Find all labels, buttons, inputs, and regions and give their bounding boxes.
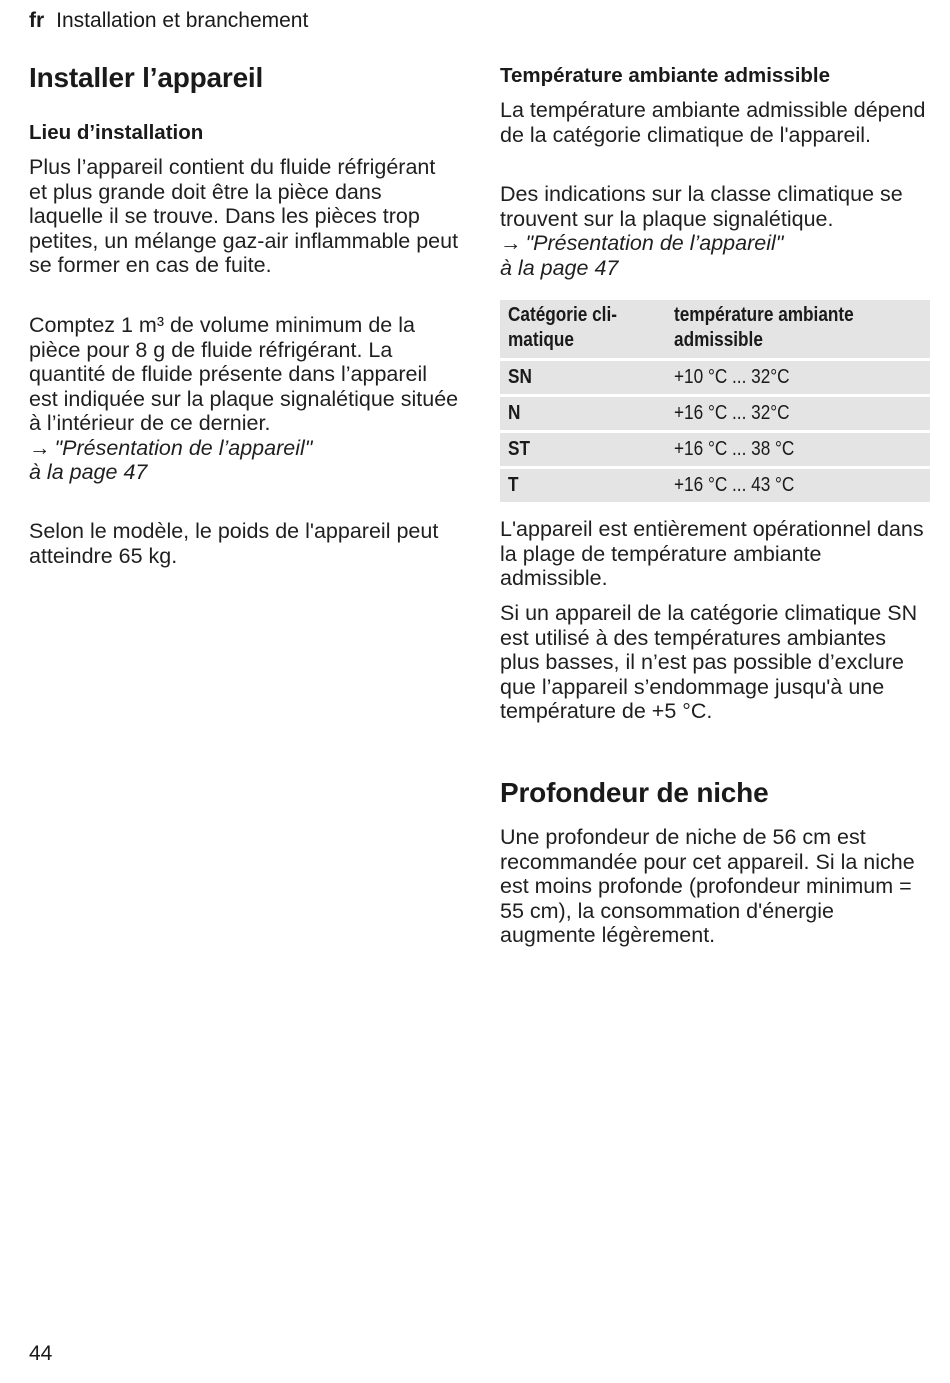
reference-page: à la page 47 — [500, 255, 619, 280]
cell-range: +16 °C ... 43 °C — [666, 468, 930, 504]
reference-text: "Présentation de l’appareil" — [54, 435, 313, 460]
paragraph-fluide: Plus l’appareil contient du fluide réfrigérant et plus grande doit être la pièce dans laquelle il se trouve. Dans les pièces trop petites, un mélange gaz-air inflammable peut se former en cas de fuite. — [29, 155, 459, 277]
heading-profondeur-niche: Profondeur de niche — [500, 777, 769, 808]
paragraph-operationnel: L'appareil est entièrement opérationnel dans la plage de température ambiante admissible. — [500, 517, 924, 590]
paragraph-poids: Selon le modèle, le poids de l'appareil peut atteindre 65 kg. — [29, 519, 439, 568]
header-temperature: température ambiante admissible — [666, 300, 930, 360]
header-category: Catégorie cli- matique — [500, 300, 666, 360]
cell-category: ST — [500, 432, 666, 468]
climate-table-wrapper — [500, 300, 930, 505]
cell-category: SN — [500, 360, 666, 396]
paragraph-classe-block — [500, 182, 930, 280]
reference-text: "Présentation de l’appareil" — [525, 231, 784, 255]
running-header — [29, 7, 308, 35]
table-row — [500, 396, 930, 432]
heading-installer-appareil: Installer l’appareil — [29, 62, 264, 93]
paragraph-profondeur: Une profondeur de niche de 56 cm est recommandée pour cet appareil. Si la niche est moins profonde (profondeur minimum = 55 cm), la consommation d'énergie augmente légèrement. — [500, 825, 915, 947]
table-row — [500, 360, 930, 396]
cross-reference-right[interactable] — [500, 231, 930, 280]
climate-class-table — [500, 300, 930, 505]
table-row — [500, 432, 930, 468]
cell-category: T — [500, 468, 666, 504]
subheading-lieu-installation: Lieu d’installation — [29, 121, 204, 144]
cell-range: +16 °C ... 38 °C — [666, 432, 930, 468]
page-number: 44 — [29, 1342, 53, 1365]
paragraph-volume: Comptez 1 m³ de volume minimum de la pièce pour 8 g de fluide réfrigérant. La quantité de fluide présente dans l’appareil est indiquée sur la plaque signalétique située à l’intérieur de ce dernier. — [29, 313, 459, 435]
paragraph-categorie-climatique: La température ambiante admissible dépend de la catégorie climatique de l'appareil. — [500, 98, 926, 147]
language-code: fr — [29, 9, 45, 32]
paragraph-volume-block — [29, 313, 459, 485]
paragraph-classe-climatique: Des indications sur la classe climatique se trouvent sur la plaque signalétique. — [500, 182, 903, 231]
subheading-temperature-ambiante: Température ambiante admissible — [500, 64, 831, 87]
section-title: Installation et branchement — [56, 9, 309, 32]
cell-range: +16 °C ... 32°C — [666, 396, 930, 432]
arrow-right-icon: → — [29, 435, 51, 460]
paragraph-temperatures-basses: Si un appareil de la catégorie climatique SN est utilisé à des températures ambiantes plus basses, il n’est pas possible d’exclure que l’appareil s’endommage jusqu'à une température de +5 °C. — [500, 601, 918, 723]
cell-category: N — [500, 396, 666, 432]
arrow-right-icon: → — [500, 231, 522, 255]
table-header-row — [500, 300, 930, 360]
reference-page: à la page 47 — [29, 460, 148, 484]
table-row — [500, 468, 930, 504]
cross-reference-left[interactable] — [29, 436, 459, 485]
cell-range: +10 °C ... 32°C — [666, 360, 930, 396]
